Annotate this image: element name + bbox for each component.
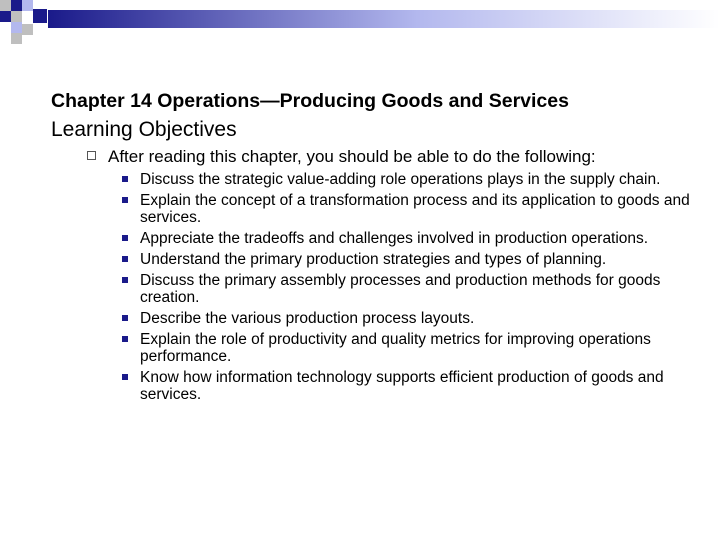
hollow-square-bullet-icon xyxy=(87,151,96,160)
decor-square-top-left xyxy=(0,0,11,11)
objective-text: Explain the role of productivity and quality metrics for improving operations performance. xyxy=(140,331,651,365)
objective-text: Appreciate the tradeoffs and challenges involved in production operations. xyxy=(140,230,649,247)
list-item xyxy=(140,251,700,268)
list-item xyxy=(140,331,700,365)
list-item xyxy=(140,272,700,306)
objective-text: Understand the primary production strategies and types of planning. xyxy=(140,251,607,268)
decor-square-gray-low xyxy=(22,24,33,35)
objective-text: Explain the concept of a transformation process and its application to goods and services. xyxy=(140,192,690,226)
square-bullet-icon xyxy=(122,336,128,342)
objective-text: Discuss the primary assembly processes and production methods for goods creation. xyxy=(140,272,661,306)
decor-square-periwinkle-top xyxy=(22,0,33,11)
objective-text: Discuss the strategic value-adding role operations plays in the supply chain. xyxy=(140,171,661,188)
slide-title: Chapter 14 Operations—Producing Goods and Services xyxy=(51,90,569,112)
decor-square-navy-top xyxy=(11,0,22,11)
list-item xyxy=(140,171,700,188)
decor-square-navy-left xyxy=(0,11,11,22)
square-bullet-icon xyxy=(122,315,128,321)
objective-text: Describe the various production process layouts. xyxy=(140,310,475,327)
intro-line xyxy=(107,146,691,167)
list-item xyxy=(140,192,700,226)
square-bullet-icon xyxy=(122,277,128,283)
intro-text: After reading this chapter, you should be able to do the following: xyxy=(108,147,596,166)
square-bullet-icon xyxy=(122,235,128,241)
decor-square-gray-bottom xyxy=(11,33,22,44)
square-bullet-icon xyxy=(122,176,128,182)
list-item xyxy=(140,310,700,327)
decor-square-gray-mid xyxy=(11,11,22,22)
list-item xyxy=(140,230,700,247)
decor-square-periwinkle-low xyxy=(11,22,22,33)
objectives-list xyxy=(140,171,691,403)
square-bullet-icon xyxy=(122,197,128,203)
list-item xyxy=(140,369,700,403)
square-bullet-icon xyxy=(122,374,128,380)
header-gradient-band xyxy=(48,10,720,28)
decor-square-navy-main xyxy=(33,9,47,23)
square-bullet-icon xyxy=(122,256,128,262)
slide-content xyxy=(51,90,691,407)
slide-subtitle: Learning Objectives xyxy=(51,118,237,141)
objective-text: Know how information technology supports efficient production of goods and services. xyxy=(140,369,664,403)
